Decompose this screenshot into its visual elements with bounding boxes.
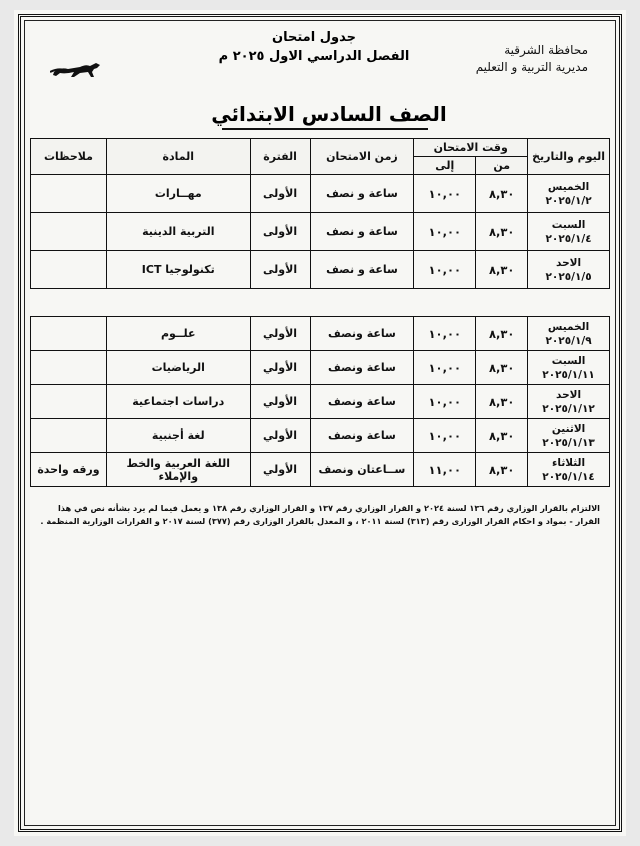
notes-cell (31, 419, 107, 453)
col-day-date: اليوم والتاريخ (528, 139, 610, 175)
notes-cell (31, 351, 107, 385)
duration-cell: ساعة ونصف (310, 317, 414, 351)
subject-cell: مهــارات (106, 175, 250, 213)
col-period: الفترة (250, 139, 310, 175)
col-to: إلى (414, 157, 476, 175)
to-cell: ١١,٠٠ (414, 453, 476, 487)
to-cell: ١٠,٠٠ (414, 317, 476, 351)
day-date-cell: السبت ٢٠٢٥/١/١١ (528, 351, 610, 385)
day-date-cell: الاثنين ٢٠٢٥/١/١٣ (528, 419, 610, 453)
period-cell: الأولي (250, 419, 310, 453)
grade-title: الصف السادس الابتدائي (211, 102, 447, 126)
from-cell: ٨,٣٠ (476, 317, 528, 351)
governorate-name: محافظة الشرقية (504, 43, 588, 57)
table-row (31, 351, 610, 385)
directorate-name: مديرية التربية و التعليم (475, 60, 588, 74)
duration-cell: ســاعتان ونصف (310, 453, 414, 487)
table-row (31, 213, 610, 251)
col-exam-time: وقت الامتحان (414, 139, 528, 157)
from-cell: ٨,٣٠ (476, 385, 528, 419)
from-cell: ٨,٣٠ (476, 175, 528, 213)
day-date-cell: الخميس ٢٠٢٥/١/٢ (528, 175, 610, 213)
from-cell: ٨,٣٠ (476, 351, 528, 385)
to-cell: ١٠,٠٠ (414, 175, 476, 213)
authority-header (476, 42, 588, 76)
day-date-cell: الاحد ٢٠٢٥/١/٥ (528, 251, 610, 289)
table-row (31, 317, 610, 351)
notes-cell (31, 317, 107, 351)
table-row (31, 251, 610, 289)
exam-schedule-page (14, 10, 626, 836)
day-date-cell: الاحد ٢٠٢٥/١/١٢ (528, 385, 610, 419)
period-cell: الأولي (250, 385, 310, 419)
schedule-table-second (30, 316, 610, 487)
col-duration: زمن الامتحان (310, 139, 414, 175)
day-date-cell: الثلاثاء ٢٠٢٥/١/١٤ (528, 453, 610, 487)
notes-cell: ورقه واحدة (31, 453, 107, 487)
col-notes: ملاحظات (31, 139, 107, 175)
notes-cell (31, 213, 107, 251)
regulation-note: الالتزام بالقرار الوزاري رقم ١٣٦ لسنة ٢٠٢٤ و القرار الوزاري رقم ١٣٧ و القرار الوزاري رقم ١٣٨ و يعمل فيما لم يرد بشأنه نص في هذا القرار - بمواد و احكام القرار الوزارى رقم (٣١٣) لسنة ٢٠١١ ، و المعدل بالقرار الوزارى رقم (٣٧٧) لسنة ٢٠١٧ و القرارات الوزارية المنظمة . (40, 503, 600, 526)
duration-cell: ساعة و نصف (310, 251, 414, 289)
notes-cell (31, 385, 107, 419)
table-row (31, 453, 610, 487)
duration-cell: ساعة ونصف (310, 351, 414, 385)
period-cell: الأولي (250, 351, 310, 385)
day-date-cell: السبت ٢٠٢٥/١/٤ (528, 213, 610, 251)
period-cell: الأولي (250, 317, 310, 351)
grade-title-underline (222, 128, 428, 130)
table-row (31, 175, 610, 213)
duration-cell: ساعة و نصف (310, 213, 414, 251)
period-cell: الأولى (250, 213, 310, 251)
to-cell: ١٠,٠٠ (414, 251, 476, 289)
period-cell: الأولى (250, 175, 310, 213)
table-row (31, 419, 610, 453)
subject-cell: الرياضيات (106, 351, 250, 385)
semester-title: الفصل الدراسي الاول ٢٠٢٥ م (218, 49, 410, 64)
col-from: من (476, 157, 528, 175)
period-cell: الأولي (250, 453, 310, 487)
horse-logo-icon (50, 58, 106, 80)
to-cell: ١٠,٠٠ (414, 213, 476, 251)
day-date-cell: الخميس ٢٠٢٥/١/٩ (528, 317, 610, 351)
document-title: جدول امتحان (272, 30, 356, 45)
subject-cell: التربية الدينية (106, 213, 250, 251)
to-cell: ١٠,٠٠ (414, 385, 476, 419)
period-cell: الأولى (250, 251, 310, 289)
to-cell: ١٠,٠٠ (414, 351, 476, 385)
from-cell: ٨,٣٠ (476, 251, 528, 289)
duration-cell: ساعة ونصف (310, 419, 414, 453)
schedule-table-first (30, 138, 610, 289)
subject-cell: تكنولوجيا ICT (106, 251, 250, 289)
notes-cell (31, 251, 107, 289)
document-header (204, 28, 424, 66)
to-cell: ١٠,٠٠ (414, 419, 476, 453)
from-cell: ٨,٣٠ (476, 213, 528, 251)
table-row (31, 385, 610, 419)
notes-cell (31, 175, 107, 213)
duration-cell: ساعة ونصف (310, 385, 414, 419)
from-cell: ٨,٣٠ (476, 453, 528, 487)
subject-cell: علــوم (106, 317, 250, 351)
subject-cell: اللغة العربية والخط والإملاء (106, 453, 250, 487)
from-cell: ٨,٣٠ (476, 419, 528, 453)
subject-cell: لغة أجنبية (106, 419, 250, 453)
duration-cell: ساعة و نصف (310, 175, 414, 213)
subject-cell: دراسات اجتماعية (106, 385, 250, 419)
col-subject: المادة (106, 139, 250, 175)
